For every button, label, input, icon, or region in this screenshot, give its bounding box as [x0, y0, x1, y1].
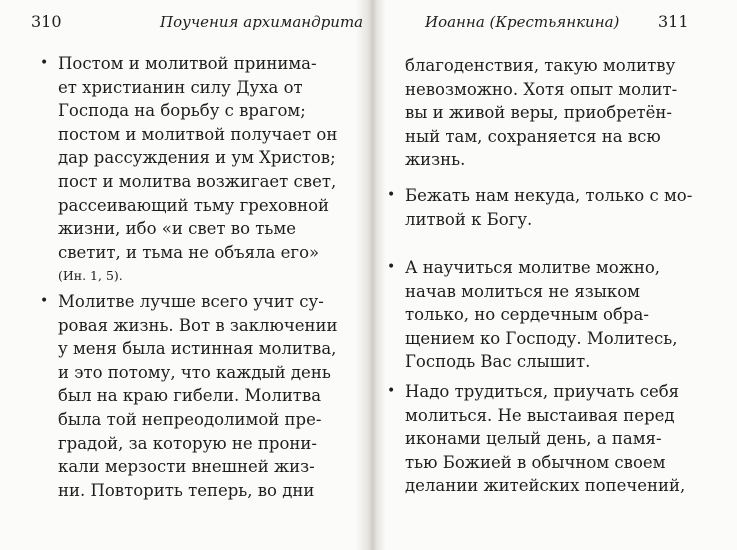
- text-line: пост и молитва возжигает свет,: [58, 171, 337, 191]
- text-line: начав молиться не языком: [405, 281, 640, 301]
- bullet-marker: •: [40, 55, 49, 71]
- text-line: вы и живой веры, приобретён-: [405, 103, 673, 123]
- bullet-marker: •: [387, 187, 396, 203]
- text-line: у меня была истинная молитва,: [58, 339, 337, 359]
- bullet-marker: •: [387, 383, 396, 399]
- right-paragraph-1: [387, 184, 705, 231]
- text-line: Господь Вас слышит.: [405, 352, 591, 372]
- text-line: Господа на борьбу с врагом;: [58, 101, 306, 121]
- text-line: дар рассуждения и ум Христов;: [58, 148, 336, 168]
- text-line: тью Божией в обычном своем: [405, 452, 666, 472]
- text-line: жизни, ибо «и свет во тьме: [58, 219, 296, 239]
- text-line: только, но сердечным обра-: [405, 305, 649, 325]
- right-page-header: [382, 9, 737, 35]
- right-paragraph-2: [387, 256, 705, 374]
- bullet-marker: •: [387, 259, 396, 275]
- text-line: ет христианин силу Духа от: [58, 77, 303, 97]
- citation: (Ин. 1, 5).: [58, 268, 123, 284]
- text-line: градой, за которую не прони-: [58, 433, 317, 453]
- text-line: молиться. Не выстаивая перед: [405, 405, 675, 425]
- text-line: была той непреодолимой пре-: [58, 409, 322, 429]
- text-line: кали мерзости внешней жиз-: [58, 457, 315, 477]
- text-line: благоденствия, такую молитву: [405, 56, 676, 75]
- left-page: [0, 0, 364, 550]
- text-line: делании житейских попечений,: [405, 476, 686, 496]
- text-line: ный там, сохраняется на всю: [405, 126, 661, 146]
- text-line: ровая жизнь. Вот в заключении: [58, 315, 338, 335]
- text-line: жизнь.: [405, 150, 466, 170]
- right-running-title: Иоанна (Крестьянкина): [425, 13, 620, 31]
- text-line: щением ко Господу. Молитесь,: [405, 328, 678, 348]
- text-line: А научиться молитве можно,: [405, 258, 660, 277]
- right-page: [382, 0, 737, 550]
- left-running-title: Поучения архимандрита: [160, 13, 364, 31]
- text-line: ни. Повторить теперь, во дни: [58, 480, 315, 500]
- left-page-header: [0, 9, 364, 35]
- text-line: иконами целый день, а памя-: [405, 429, 662, 449]
- text-line: был на краю гибели. Молитва: [58, 386, 322, 406]
- text-line: светит, и тьма не объяла его»: [58, 242, 320, 262]
- text-line: Постом и молитвой принима-: [58, 54, 317, 73]
- text-line: Молитве лучше всего учит су-: [58, 292, 324, 311]
- left-paragraph-1: [40, 52, 358, 288]
- left-page-number: 310: [31, 12, 62, 31]
- text-line: и это потому, что каждый день: [58, 362, 331, 382]
- bullet-marker: •: [40, 293, 49, 309]
- text-line: невозможно. Хотя опыт молит-: [405, 79, 678, 99]
- text-line: Бежать нам некуда, только с мо-: [405, 186, 693, 205]
- text-line: литвой к Богу.: [405, 209, 533, 229]
- left-paragraph-2: [40, 290, 358, 502]
- right-paragraph-3: [387, 380, 705, 498]
- text-line: Надо трудиться, приучать себя: [405, 382, 680, 401]
- text-line: рассеивающий тьму греховной: [58, 195, 330, 215]
- right-page-number: 311: [658, 12, 689, 31]
- right-continuation: [405, 54, 705, 172]
- text-line: постом и молитвой получает он: [58, 124, 338, 144]
